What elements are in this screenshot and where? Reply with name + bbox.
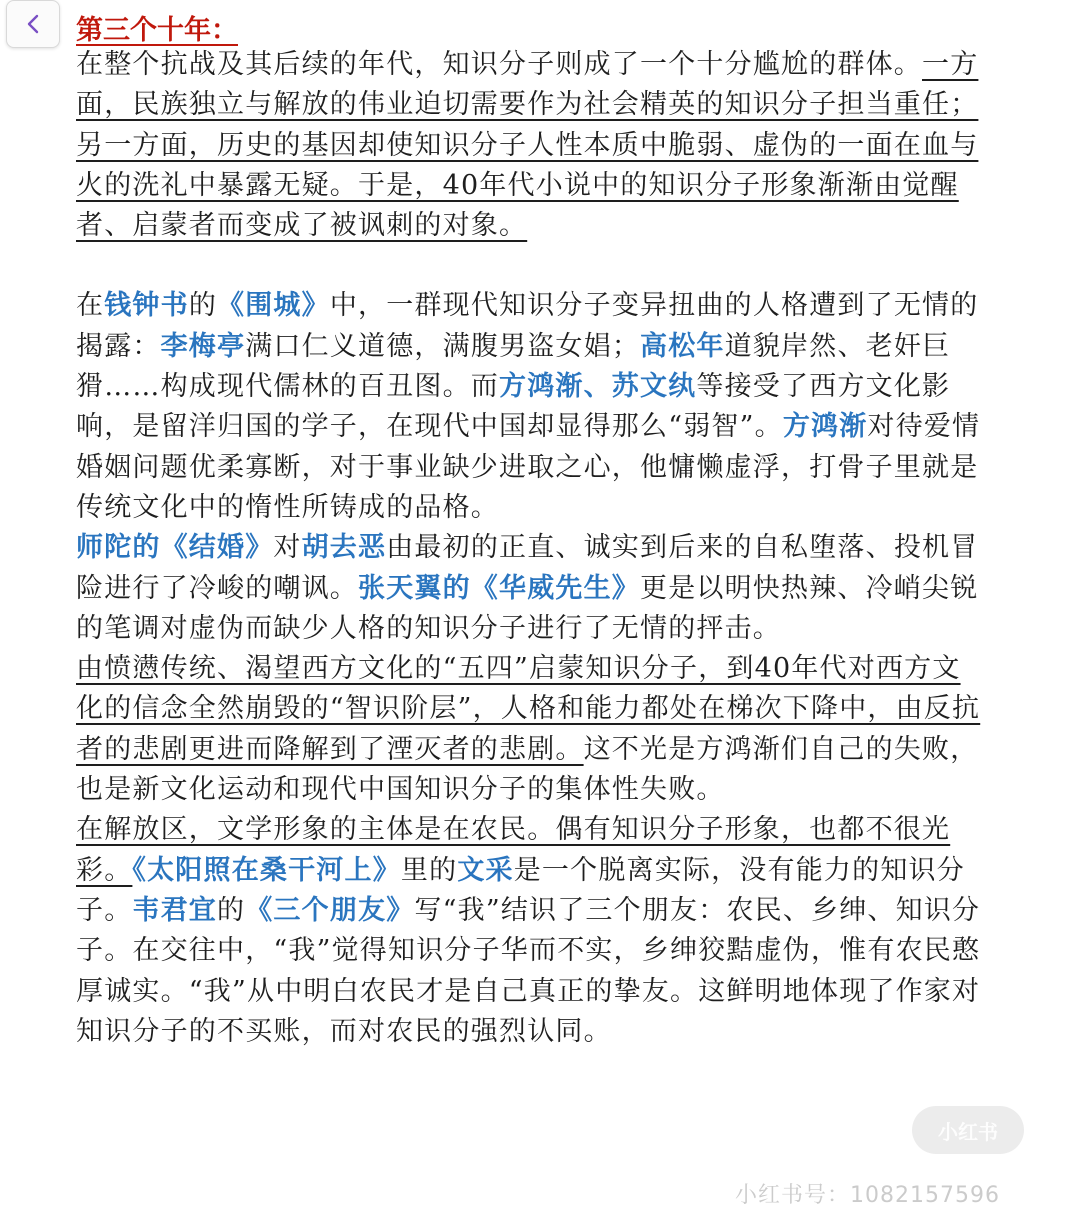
- text-run: 的: [217, 894, 246, 926]
- underlined-text: 在解放区，文学形象的主体是在农民。偶有知识分子形象，也都不很光彩。: [76, 814, 951, 886]
- text-run: 满口仁义道德，满腹男盗女娼；: [245, 330, 641, 362]
- paragraph-jiehun: [76, 528, 981, 649]
- intro-text: 在整个抗战及其后续的年代，知识分子则成了一个十分尴尬的群体。: [76, 49, 922, 80]
- book-title: 《三个朋友》: [245, 894, 415, 926]
- text-run: 更是以明快热辣、冷峭尖锐的笔调对虚伪而缺少人格的知识分子进行了无情的抨击。: [76, 572, 979, 644]
- author-name: 韦君宜: [132, 894, 218, 926]
- watermark-id: 小红书号：1082157596: [735, 1183, 1000, 1208]
- paragraph-weicheng: [76, 286, 981, 528]
- text-run: 的: [188, 290, 218, 322]
- intro-underlined-text: 一方面，民族独立与解放的伟业迫切需要作为社会精英的知识分子担当重任；另一方面，历史的基因却使知识分子人性本质中脆弱、虚伪的一面在血与火的洗礼中暴露无疑。于是，40年代小说中的知识分子形象渐渐由觉醒者、启蒙者而变成了被讽刺的对象。: [76, 49, 979, 242]
- article-body: [76, 45, 981, 1052]
- text-run: 在: [76, 290, 105, 322]
- section-heading: 第三个十年：: [76, 15, 238, 46]
- character-name: 李梅亭: [160, 330, 246, 362]
- character-name: 胡去恶: [301, 532, 387, 564]
- watermark-badge: 小红书: [912, 1106, 1024, 1154]
- chevron-left-icon: [24, 13, 42, 35]
- paragraph-liberated-area: [76, 810, 981, 1052]
- author-book: 师陀的《结婚》: [76, 532, 274, 564]
- text-run: 写“我”结识了三个朋友：农民、乡绅、知识分子。在交往中，“我”觉得知识分子华而不实，乡绅狡黠虚伪，惟有农民憨厚诚实。“我”从中明白农民才是自己真正的挚友。这鲜明地体现了作家对知识分子的不买账，而对农民的强烈认同。: [76, 894, 981, 1047]
- character-name: 文采: [457, 854, 514, 886]
- character-name: 方鸿渐、苏文纨: [499, 371, 697, 403]
- text-run: 中，一群现代知识分子变异扭曲的人格遭到了无情的揭露：: [76, 290, 979, 362]
- paragraph-intro: [76, 45, 981, 246]
- text-run: 道貌岸然、老奸巨猾……构成现代儒林的百丑图。而: [76, 330, 951, 403]
- text-run: 等接受了西方文化影响，是留洋归国的学子，在现代中国却显得那么“弱智”。: [76, 371, 951, 443]
- text-run: 里的: [400, 854, 458, 886]
- text-run: 是一个脱离实际，没有能力的知识分子。: [76, 854, 965, 926]
- author-name: 钱钟书: [104, 290, 189, 322]
- book-title: 《围城》: [217, 290, 330, 322]
- text-run: 由最初的正直、诚实到后来的自私堕落、投机冒险进行了冷峻的嘲讽。: [76, 532, 979, 604]
- book-title: 《太阳照在桑干河上》: [132, 854, 401, 886]
- text-run: 对待爱情婚姻问题优柔寡断，对于事业缺少进取之心，他慵懒虚浮，打骨子里就是传统文化中的惰性所铸成的品格。: [76, 411, 981, 523]
- text-run: 这不光是方鸿渐们自己的失败，也是新文化运动和现代中国知识分子的集体性失败。: [76, 733, 979, 806]
- underlined-text: 由愤懑传统、渴望西方文化的“五四”启蒙知识分子，到40年代对西方文化的信念全然崩毁的“智识阶层”，人格和能力都处在梯次下降中，由反抗者的悲剧更进而降解到了湮灭者的悲剧。: [76, 653, 981, 765]
- character-name: 高松年: [640, 330, 725, 362]
- author-book: 张天翼的《华威先生》: [358, 572, 640, 604]
- text-run: 对: [273, 532, 302, 564]
- paragraph-spacer: [76, 246, 981, 286]
- paragraph-decline: [76, 649, 981, 810]
- back-button[interactable]: [6, 0, 60, 48]
- character-name: 方鸿渐: [782, 411, 868, 443]
